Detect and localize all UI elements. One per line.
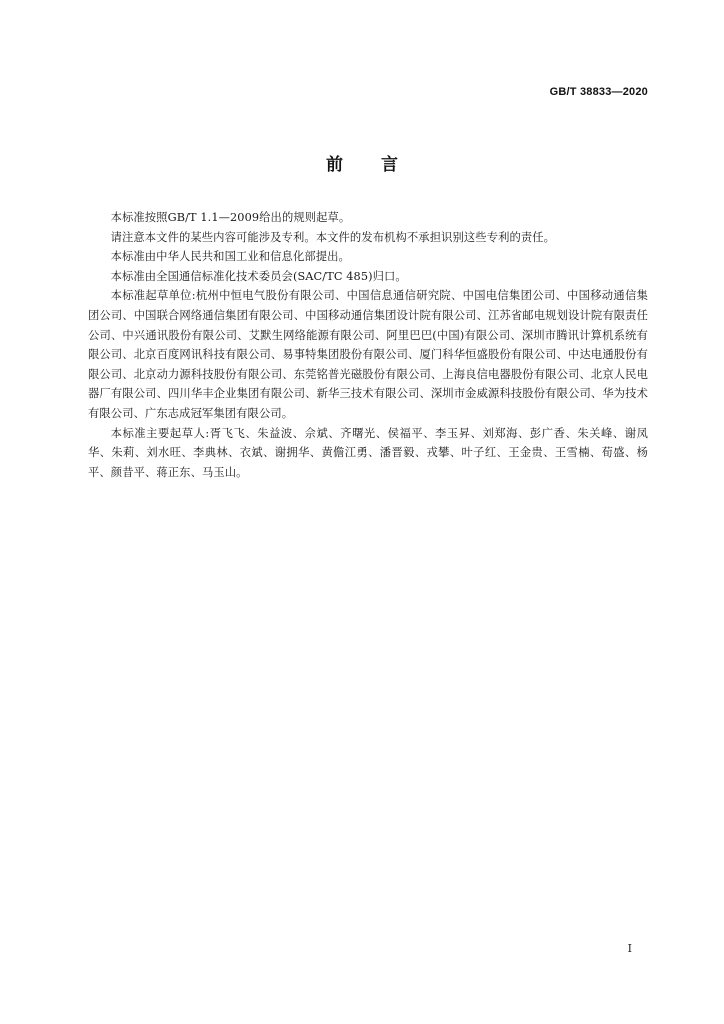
paragraph-patent-notice: 请注意本文件的某些内容可能涉及专利。本文件的发布机构不承担识别这些专利的责任。 <box>110 230 556 244</box>
paragraph-main-drafters: 本标准主要起草人:胥飞飞、朱益波、佘斌、齐曙光、侯福平、李玉昇、刘郑海、彭广香、朱关峰、谢凤华、朱莉、刘水旺、李典林、衣斌、谢拥华、黄儋江勇、潘晋毅、戎攀、叶子红、王金贵、王雪楠、荀盛、杨平、颜昔平、蒋正东、马玉山。 <box>88 426 648 479</box>
page-title: 前言 <box>326 155 436 175</box>
standard-number: GB/T 38833—2020 <box>549 86 648 98</box>
page-number: I <box>627 942 632 955</box>
foreword-body <box>88 208 648 482</box>
paragraph-proposer: 本标准由中华人民共和国工业和信息化部提出。 <box>110 250 350 264</box>
paragraph-drafting-rules: 本标准按照GB/T 1.1—2009给出的规则起草。 <box>110 211 351 224</box>
paragraph-drafting-units: 本标准起草单位:杭州中恒电气股份有限公司、中国信息通信研究院、中国电信集团公司、中国移动通信集团公司、中国联合网络通信集团有限公司、中国移动通信集团设计院有限公司、江苏省邮电规划设计院有限责任公司、中兴通讯股份有限公司、艾默生网络能源有限公司、阿里巴巴(中国)有限公司、深圳市腾讯计算机系统有限公司、北京百度网讯科技有限公司、易事特集团股份有限公司、厦门科华恒盛股份有限公司、中达电通股份有限公司、北京动力源科技股份有限公司、东莞铭普光磁股份有限公司、上海良信电器股份有限公司、北京人民电器厂有限公司、四川华丰企业集团有限公司、新华三技术有限公司、深圳市金威源科技股份有限公司、华为技术有限公司、广东志成冠军集团有限公司。 <box>88 289 648 420</box>
paragraph-administrator: 本标准由全国通信标准化技术委员会(SAC/TC 485)归口。 <box>110 269 407 283</box>
